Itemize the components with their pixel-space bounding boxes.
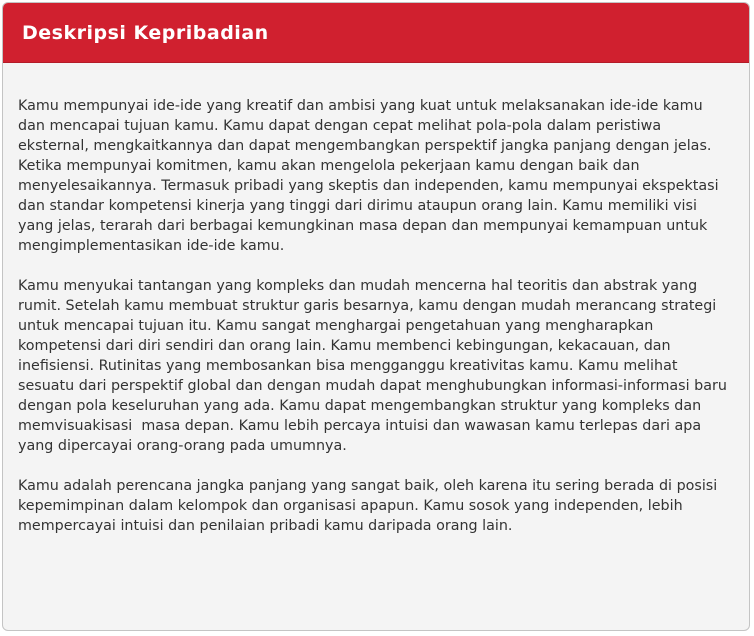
panel-title: Deskripsi Kepribadian [22,21,269,44]
description-paragraph-1: Kamu mempunyai ide-ide yang kreatif dan ambisi yang kuat untuk melaksanakan ide-ide kamu dan mencapai tujuan kamu. Kamu dapat dengan cepat melihat pola-pola dalam peristiwa eksternal, mengkaitkannya dan dapat mengembangkan perspektif jangka panjang dengan jelas. Ketika mempunyai komitmen, kamu akan mengelola pekerjaan kamu dengan baik dan menyelesaikannya. Termasuk pribadi yang skeptis dan independen, kamu mempunyai ekspektasi dan standar kompetensi kinerja yang tinggi dari dirimu ataupun orang lain. Kamu memiliki visi yang jelas, terarah dari berbagai kemungkinan masa depan dan mempunyai kemampuan untuk mengimplementasikan ide-ide kamu. [18,98,724,254]
personality-panel [2,2,750,631]
description-paragraph-2: Kamu menyukai tantangan yang kompleks dan mudah mencerna hal teoritis dan abstrak yang rumit. Setelah kamu membuat struktur garis besarnya, kamu dengan mudah merancang strategi untuk mencapai tujuan itu. Kamu sangat menghargai pengetahuan yang mengharapkan kompetensi dari diri sendiri dan orang lain. Kamu membenci kebingungan, kekacauan, dan inefisiensi. Rutinitas yang membosankan bisa mengganggu kreativitas kamu. Kamu melihat sesuatu dari perspektif global dan dengan mudah dapat menghubungkan informasi-informasi baru dengan pola keseluruhan yang ada. Kamu dapat mengembangkan struktur yang kompleks dan memvisuakisasi masa depan. Kamu lebih percaya intuisi dan wawasan kamu terlepas dari apa yang dipercayai orang-orang pada umumnya. [18,278,732,454]
description-paragraph-3: Kamu adalah perencana jangka panjang yang sangat baik, oleh karena itu sering berada di posisi kepemimpinan dalam kelompok dan organisasi apapun. Kamu sosok yang independen, lebih mempercayai intuisi dan penilaian pribadi kamu daripada orang lain. [18,478,722,534]
panel-header [3,3,749,63]
panel-body [3,63,749,536]
